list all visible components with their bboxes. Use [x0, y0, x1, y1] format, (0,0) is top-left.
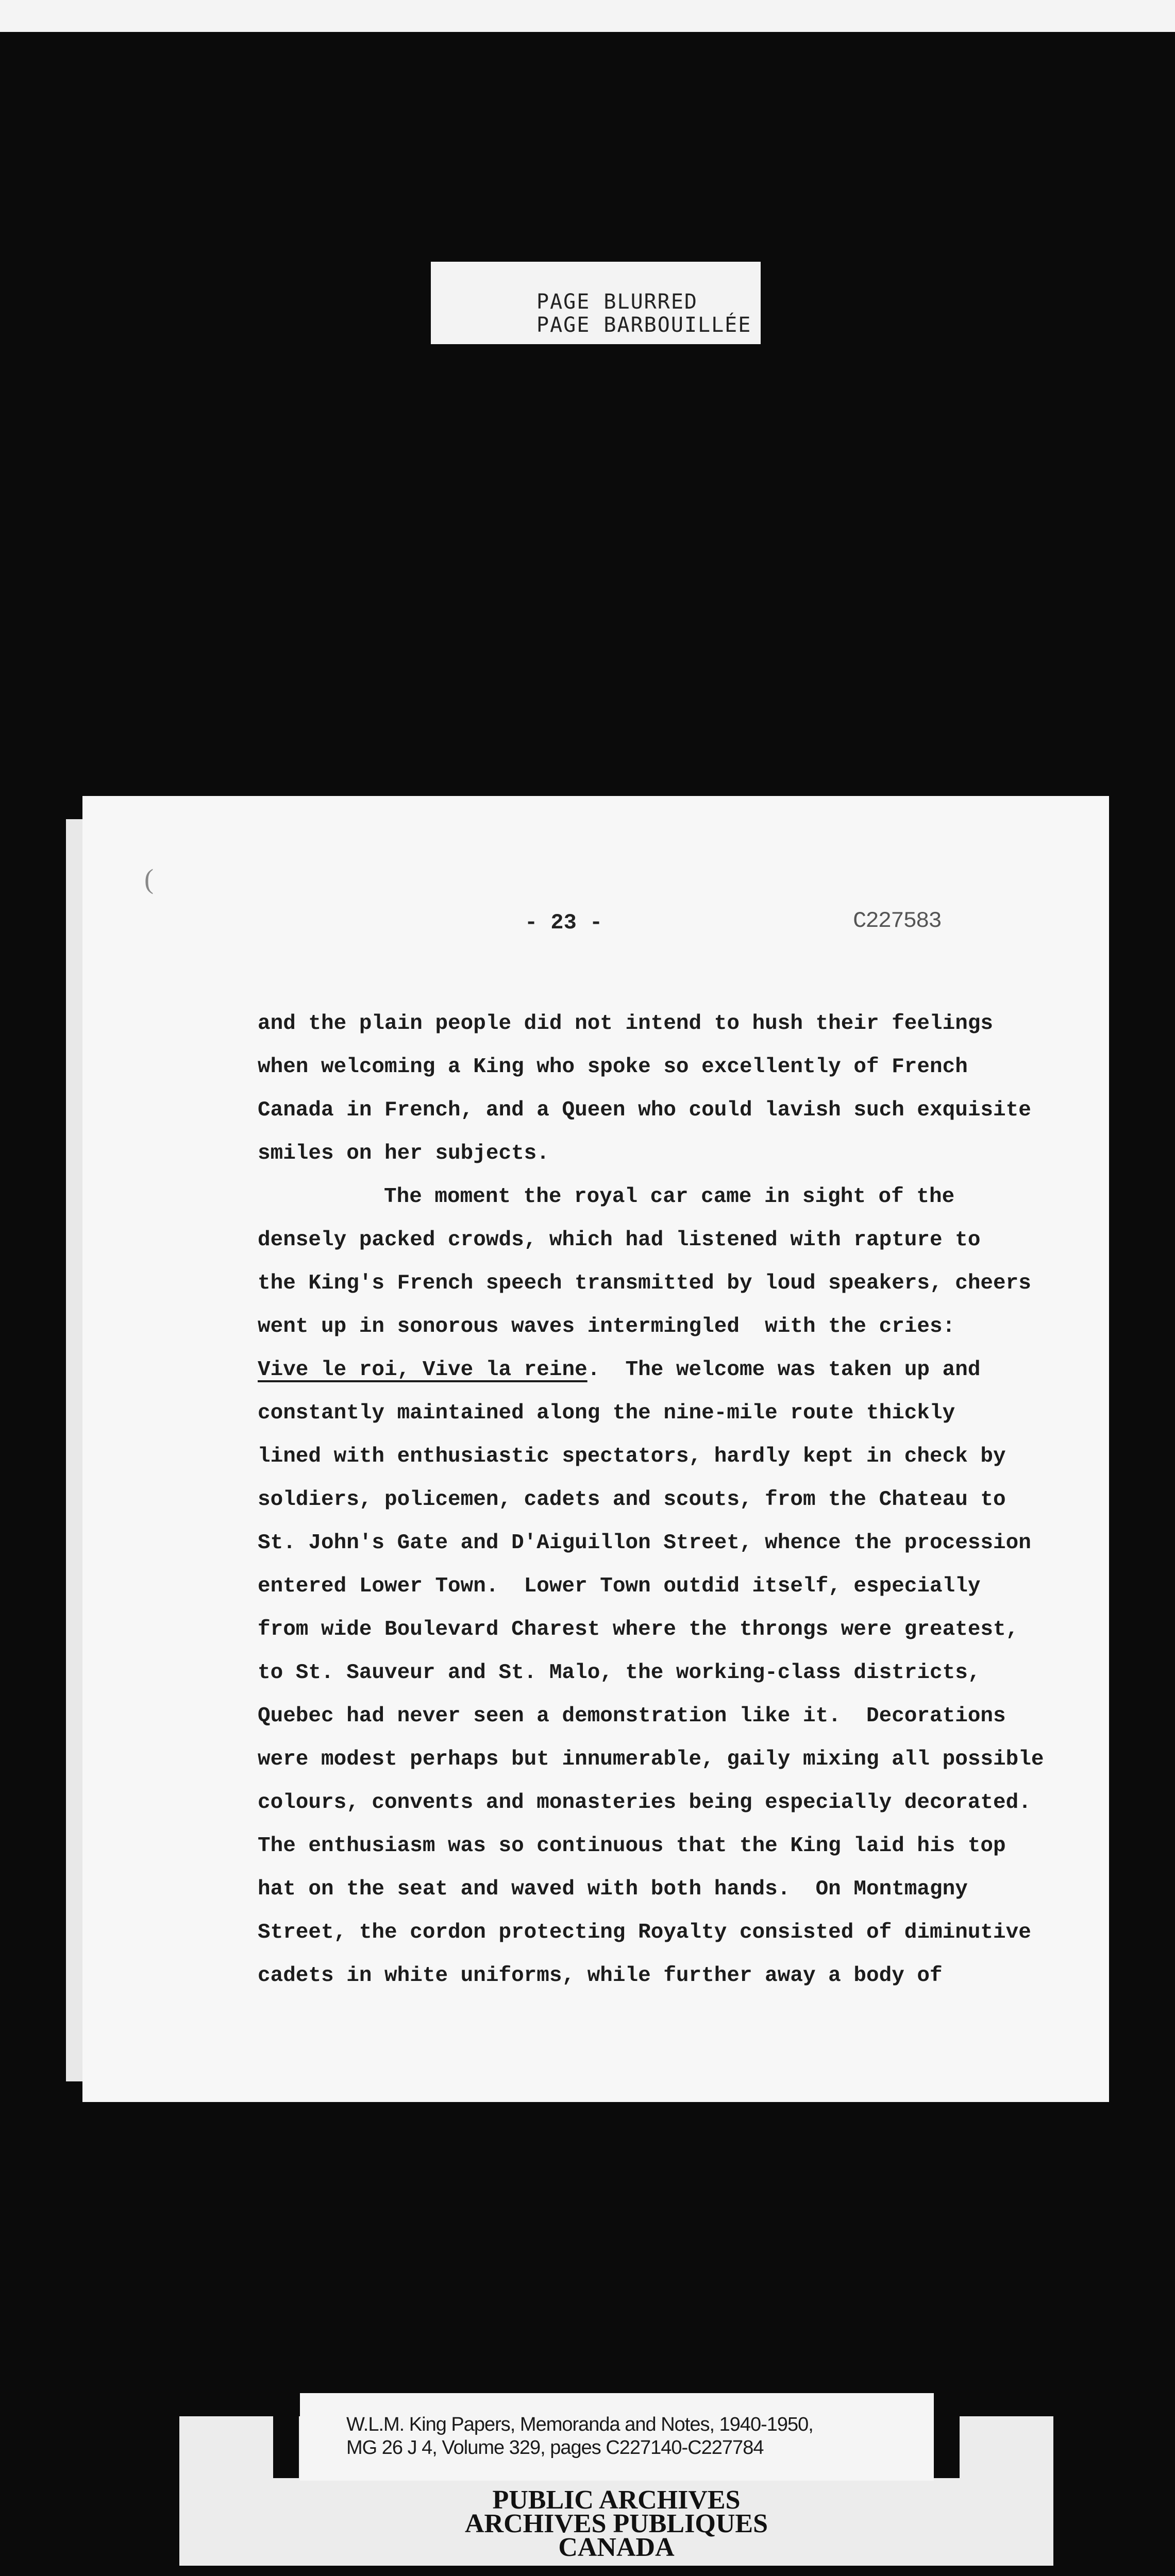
document-page — [82, 796, 1109, 2102]
text-line: entered Lower Town. Lower Town outdid itself, especially — [258, 1574, 981, 1598]
text-line: to St. Sauveur and St. Malo, the working-class districts, — [258, 1661, 981, 1685]
archive-name-english: PUBLIC ARCHIVES — [492, 2485, 741, 2515]
text-line: went up in sonorous waves intermingled with the cries: — [258, 1315, 955, 1338]
text-line: St. John's Gate and D'Aiguillon Street, whence the procession — [258, 1531, 1031, 1555]
blur-notice-english: PAGE BLURRED — [536, 290, 698, 314]
text-line: Quebec had never seen a demonstration like it. Decorations — [258, 1704, 1006, 1728]
text-line: cadets in white uniforms, while further away a body of — [258, 1964, 943, 1988]
citation-line-1: W.L.M. King Papers, Memoranda and Notes, 1940-1950, — [346, 2414, 813, 2435]
text-line: smiles on her subjects. — [258, 1142, 549, 1165]
text-line: lined with enthusiastic spectators, hardly kept in check by — [258, 1445, 1006, 1468]
document-body — [258, 1002, 1134, 1997]
archive-name-french: ARCHIVES PUBLIQUES — [464, 2509, 768, 2538]
text-line: Street, the cordon protecting Royalty consisted of diminutive — [258, 1921, 1031, 1944]
text-line: from wide Boulevard Charest where the throngs were greatest, — [258, 1618, 1019, 1641]
footer-gap-left — [273, 2416, 299, 2478]
text-line: and the plain people did not intend to hush their feelings — [258, 1012, 994, 1036]
blur-notice-french: PAGE BARBOUILLÉE — [536, 313, 752, 337]
text-line: The moment the royal car came in sight of the — [384, 1185, 955, 1209]
text-line: the King's French speech transmitted by loud speakers, cheers — [258, 1272, 1031, 1295]
archive-country: CANADA — [558, 2533, 675, 2562]
page-blurred-label — [431, 262, 761, 344]
text-line-rest: . The welcome was taken up and — [587, 1358, 981, 1382]
margin-mark: ( — [144, 863, 154, 894]
text-line: Canada in French, and a Queen who could lavish such exquisite — [258, 1098, 1031, 1122]
film-top-strip — [0, 0, 1175, 32]
text-line: when welcoming a King who spoke so excellently of French — [258, 1055, 968, 1079]
citation-line-2: MG 26 J 4, Volume 329, pages C227140-C227784 — [346, 2437, 764, 2459]
page-number: - 23 - — [525, 910, 603, 935]
text-line: soldiers, policemen, cadets and scouts, from the Chateau to — [258, 1488, 1006, 1512]
text-line — [258, 1348, 1134, 1392]
text-line: constantly maintained along the nine-mile route thickly — [258, 1401, 955, 1425]
citation-label — [300, 2393, 934, 2481]
text-line: The enthusiasm was so continuous that the King laid his top — [258, 1834, 1006, 1858]
text-line: were modest perhaps but innumerable, gaily mixing all possible — [258, 1748, 1044, 1771]
archive-stamp: C227583 — [853, 908, 941, 934]
text-line: densely packed crowds, which had listened with rapture to — [258, 1228, 981, 1252]
footer-gap-right — [934, 2416, 960, 2478]
text-line: hat on the seat and waved with both hands. On Montmagny — [258, 1877, 968, 1901]
underlined-quote: Vive le roi, Vive la reine — [258, 1358, 588, 1382]
text-line: colours, convents and monasteries being especially decorated. — [258, 1791, 1031, 1815]
